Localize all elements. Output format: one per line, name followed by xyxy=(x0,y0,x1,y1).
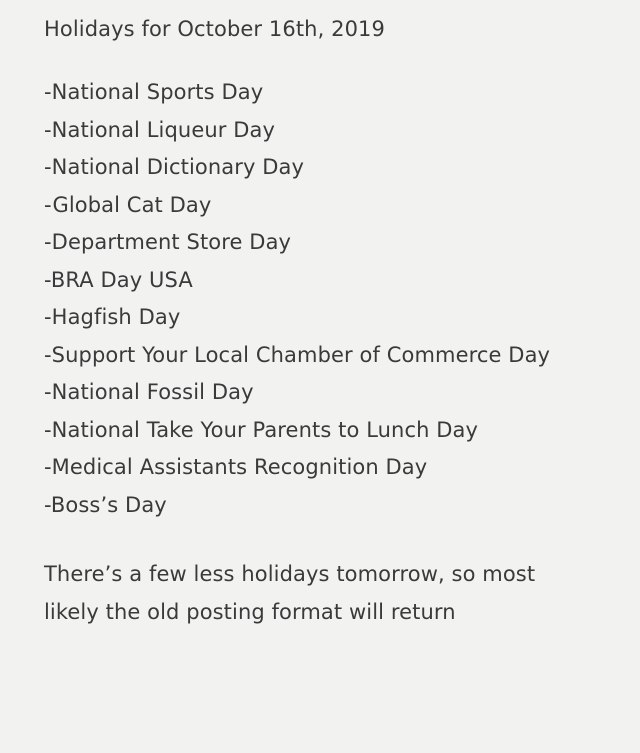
closing-paragraph xyxy=(44,556,596,631)
list-item: -BRA Day USA xyxy=(44,267,193,292)
list-item: -National Take Your Parents to Lunch Day xyxy=(44,417,479,442)
list-item: -Boss’s Day xyxy=(44,492,167,517)
closing-text: There’s a few less holidays tomorrow, so most likely the old posting format will return xyxy=(44,562,536,624)
list-item: -National Dictionary Day xyxy=(44,155,305,179)
list-item: -Medical Assistants Recognition Day xyxy=(44,455,428,479)
list-item: -Global Cat Day xyxy=(44,192,212,217)
list-item: -Hagfish Day xyxy=(44,305,181,329)
list-item: -Department Store Day xyxy=(44,230,292,254)
list-item: -National Liqueur Day xyxy=(44,117,276,142)
holiday-list xyxy=(44,74,596,524)
page-title: Holidays for October 16th, 2019 xyxy=(44,17,385,41)
list-item: -Support Your Local Chamber of Commerce Day xyxy=(44,342,551,367)
list-item: -National Fossil Day xyxy=(44,380,254,404)
list-item: -National Sports Day xyxy=(44,80,264,104)
